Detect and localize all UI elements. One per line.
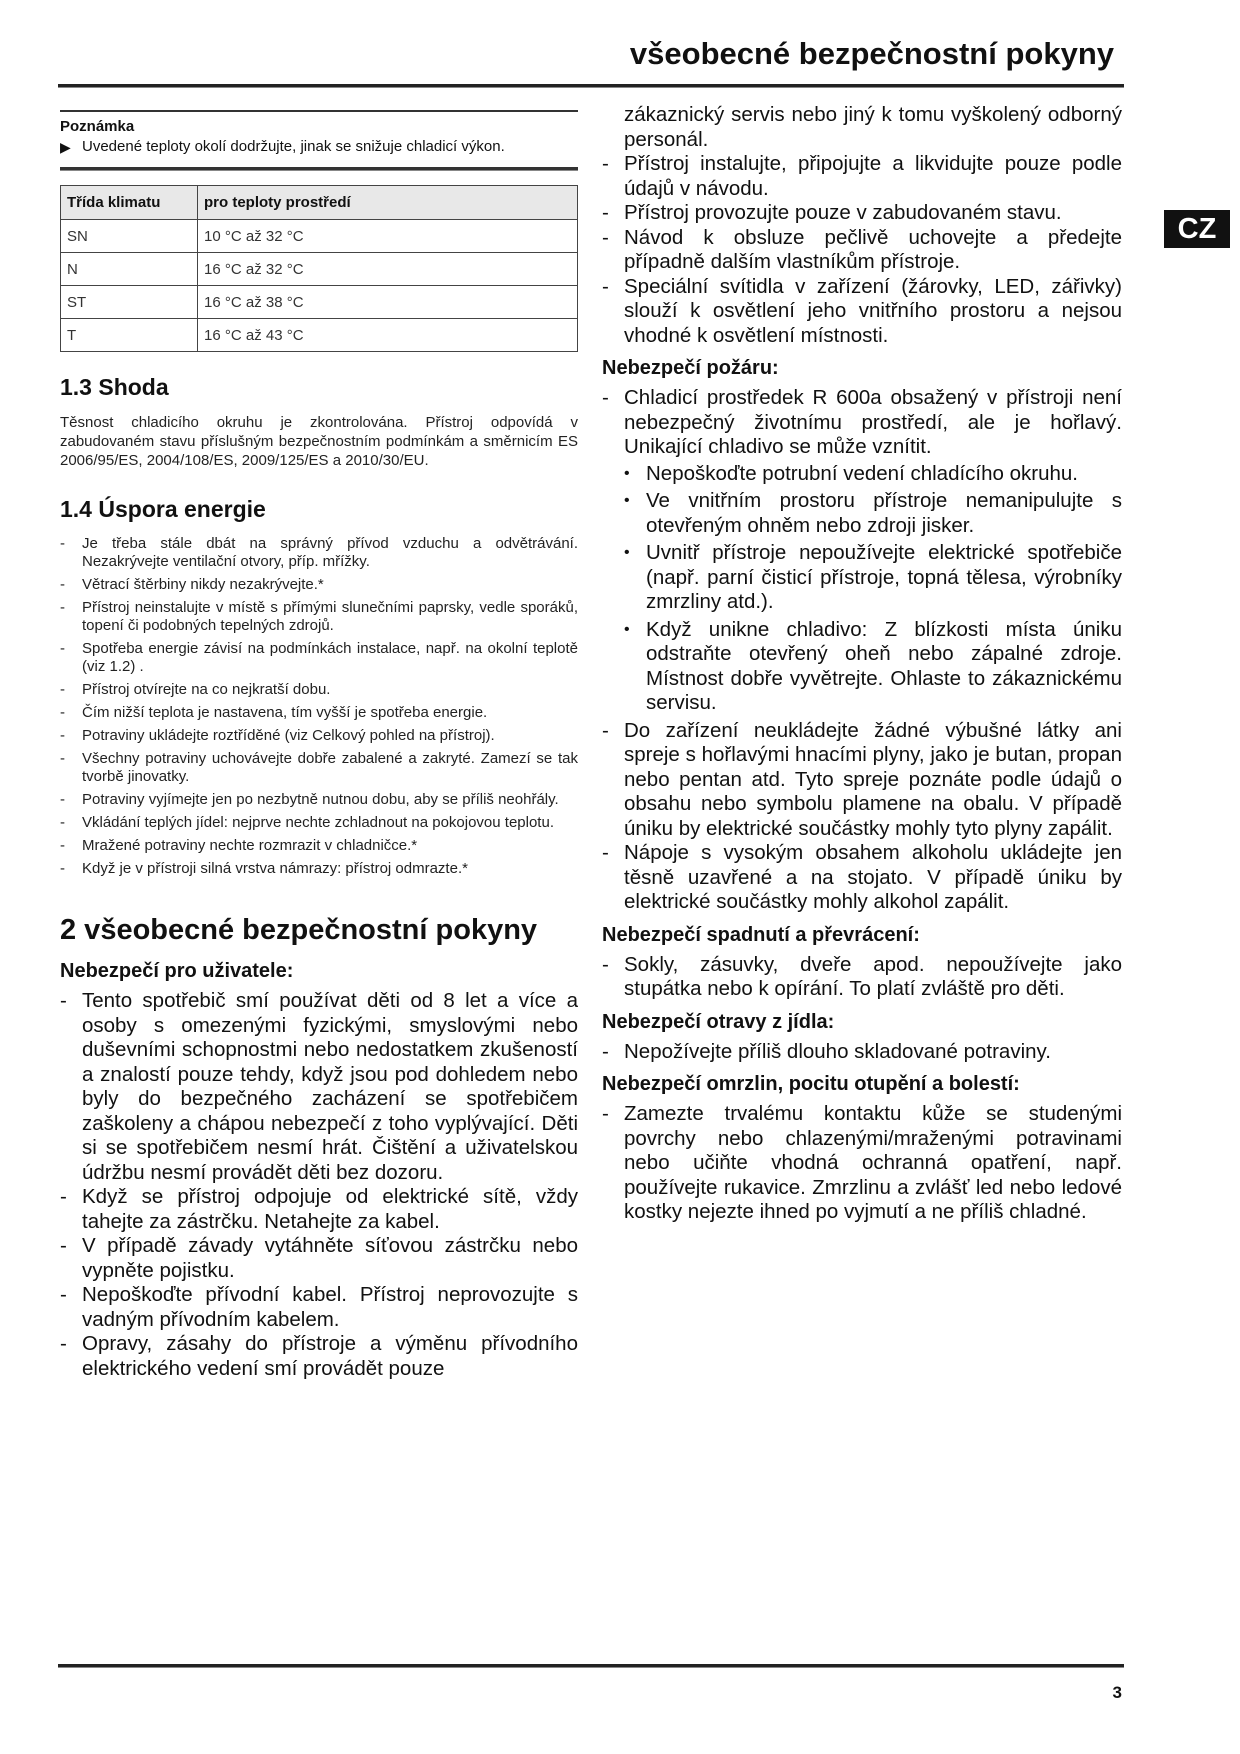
frostbite-list [602,1102,1122,1225]
food-poisoning-list [602,1040,1122,1065]
bullet-icon: • [624,544,630,561]
user-hazard-list-continued [602,152,1122,348]
left-column [60,110,578,1389]
list-item: - Čím nižší teplota je nastavena, tím vyšší je spotřeba energie. [60,704,488,721]
tipping-hazard-list [602,953,1122,1002]
note-top-rule [60,110,578,112]
climate-class-table [60,185,578,352]
chapter-heading: 2 všeobecné bezpečnostní pokyny [60,914,538,946]
bullet-item: • Uvnitř přístroje nepoužívejte elektrické spotřebiče (např. parní čisticí přístroje, topná tělesa, výrobníky zmrzliny atd.). [624,541,1122,613]
hazard-heading-tipping: Nebezpečí spadnutí a převrácení: [602,923,920,946]
header-rule [58,84,1124,88]
list-item: - Zamezte trvalému kontaktu kůže se studenými povrchy nebo chlazenými/mraženými potravinami nebo učiňte vhodná ochranná opatření, např. používejte rukavice. Zmrzlinu a zvlášť led nebo ledové kostky nejezte ihned po vyjmutí a ne příliš chladné. [602,1102,1122,1223]
list-item: - Vkládání teplých jídel: nejprve nechte zchladnout na pokojovou teplotu. [60,814,554,831]
table-cell: 16 °C až 43 °C [198,319,578,352]
table-row [61,220,578,253]
table-cell: SN [61,220,198,253]
list-item: - Přístroj otvírejte na co nejkratší dobu. [60,681,331,698]
footer-rule [58,1664,1124,1668]
fire-hazard-bullets [602,462,1122,716]
list-item: - Přístroj neinstalujte v místě s přímými slunečními paprsky, vedle sporáků, topení či podobných tepelných zdrojů. [60,599,578,634]
hazard-heading-food-poisoning: Nebezpečí otravy z jídla: [602,1010,835,1033]
table-cell: N [61,253,198,286]
section-heading-shoda: 1.3 Shoda [60,374,169,400]
list-item: - Větrací štěrbiny nikdy nezakrývejte.* [60,576,324,593]
list-item: - Potraviny vyjímejte jen po nezbytně nutnou dobu, aby se příliš neohřály. [60,791,559,808]
list-item: - Nepožívejte příliš dlouho skladované potraviny. [602,1039,1051,1063]
table-header-cell: Třída klimatu [61,186,198,220]
list-item: - Chladicí prostředek R 600a obsažený v přístroji není nebezpečný životnímu prostředí, ale je hořlavý. Unikající chladivo se může vznítit. [602,386,1122,458]
hazard-heading-fire: Nebezpečí požáru: [602,357,779,379]
note-body [60,137,578,157]
list-item: - Nepoškoďte přívodní kabel. Přístroj neprovozujte s vadným přívodním kabelem. [60,1283,578,1331]
table-cell: 10 °C až 32 °C [198,220,578,253]
table-cell: 16 °C až 32 °C [198,253,578,286]
bullet-item: • Ve vnitřním prostoru přístroje nemanipulujte s otevřeným ohněm nebo zdroji jisker. [624,489,1122,537]
list-item: - Je třeba stále dbát na správný přívod vzduchu a odvětrávání. Nezakrývejte ventilační otvory, příp. mřížky. [60,535,578,570]
section-text-shoda: Těsnost chladicího okruhu je zkontrolována. Přístroj odpovídá v zabudovaném stavu příslušným bezpečnostním podmínkám a směrnicím ES 2006/95/ES, 2004/108/ES, 2009/125/ES a 2010/30/EU. [60,414,578,469]
list-item: - Spotřeba energie závisí na podmínkách instalace, např. na okolní teplotě (viz 1.2) . [60,640,578,675]
page-number: 3 [1112,1683,1122,1702]
right-column [602,103,1122,1233]
table-header-cell: pro teploty prostředí [198,186,578,220]
list-item: - Přístroj provozujte pouze v zabudovaném stavu. [602,201,1062,224]
list-item: - Opravy, zásahy do přístroje a výměnu přívodního elektrického vedení smí provádět pouze [60,1332,578,1380]
bullet-icon: • [624,620,630,638]
bullet-icon: • [624,492,630,509]
triangle-right-icon: ▶ [60,139,71,155]
language-tab: CZ [1164,210,1230,248]
fire-hazard-list [602,386,1122,460]
energy-tips-list [60,535,578,878]
list-item: - Všechny potraviny uchovávejte dobře zabalené a zakryté. Zamezí se tak tvorbě jinovatky. [60,750,578,785]
running-header-title: všeobecné bezpečnostní pokyny [629,36,1114,71]
list-item: - Přístroj instalujte, připojujte a likvidujte pouze podle údajů v návodu. [602,152,1122,200]
section-heading-energy: 1.4 Úspora energie [60,496,266,522]
fire-hazard-list-2 [602,719,1122,915]
user-hazard-list [60,989,578,1381]
hazard-heading-user: Nebezpečí pro uživatele: [60,960,294,982]
table-row [61,319,578,352]
list-item: - Mražené potraviny nechte rozmrazit v chladničce.* [60,837,418,854]
list-item: - Tento spotřebič smí používat děti od 8 let a více a osoby s omezenými fyzickými, smyslovými nebo duševními schopnostmi nebo nedostatkem zkušeností a znalostí pouze tehdy, když jsou pod dohledem nebo byly do bezpečného zacházení se spotřebičem zaškoleny a chápou nebezpečí z toho vyplývající. Děti si se spotřebičem nesmí hrát. Čištění a uživatelskou údržbu nesmí provádět děti bez dozoru. [60,989,578,1184]
bullet-item: • Když unikne chladivo: Z blízkosti místa úniku odstraňte otevřený oheň nebo zápalné zdroje. Místnost dobře vyvětrejte. Ohlaste to zákaznickému servisu. [624,617,1122,714]
table-row [61,286,578,319]
list-item: - Když je v přístroji silná vrstva námrazy: přístroj odmrazte.* [60,860,468,877]
hazard-heading-frostbite: Nebezpečí omrzlin, pocitu otupění a bolestí: [602,1073,1020,1095]
table-cell: ST [61,286,198,319]
note-title: Poznámka [60,118,135,135]
table-cell: T [61,319,198,352]
list-item: - Speciální svítidla v zařízení (žárovky, LED, zářivky) slouží k osvětlení jeho vnitřního prostoru a nejsou vhodné k osvětlení místnosti. [602,274,1122,347]
list-item: - Nápoje s vysokým obsahem alkoholu ukládejte jen těsně uzavřené a na stojato. V případě úniku by elektrické součástky mohly alkohol zapálit. [602,841,1122,913]
note-bottom-rule [60,167,578,171]
bullet-icon: • [624,464,630,482]
list-item: - V případě závady vytáhněte síťovou zástrčku nebo vypněte pojistku. [60,1234,578,1282]
list-item: - Když se přístroj odpojuje od elektrické sítě, vždy tahejte za zástrčku. Netahejte za kabel. [60,1185,578,1233]
continued-text: zákaznický servis nebo jiný k tomu vyškolený odborný personál. [624,103,1122,151]
table-row [61,253,578,286]
note-text: Uvedené teploty okolí dodržujte, jinak se snižuje chladicí výkon. [82,138,505,155]
list-item: - Návod k obsluze pečlivě uchovejte a předejte případně dalším vlastníkům přístroje. [602,225,1122,273]
list-item: - Do zařízení neukládejte žádné výbušné látky ani spreje s hořlavými hnacími plyny, jako je butan, propan nebo pentan atd. Tyto spreje poznáte podle údajů o obsahu nebo symbolu plamene na obalu. V případě úniku by elektrické součástky mohly tyto plyny zapálit. [602,718,1122,840]
table-header-row [61,186,578,220]
list-item: - Potraviny ukládejte roztříděné (viz Celkový pohled na přístroj). [60,727,495,744]
table-cell: 16 °C až 38 °C [198,286,578,319]
bullet-item: • Nepoškoďte potrubní vedení chladícího okruhu. [624,461,1078,485]
list-item: - Sokly, zásuvky, dveře apod. nepoužívejte jako stupátka nebo k opírání. To platí zvláště pro děti. [602,952,1122,1000]
